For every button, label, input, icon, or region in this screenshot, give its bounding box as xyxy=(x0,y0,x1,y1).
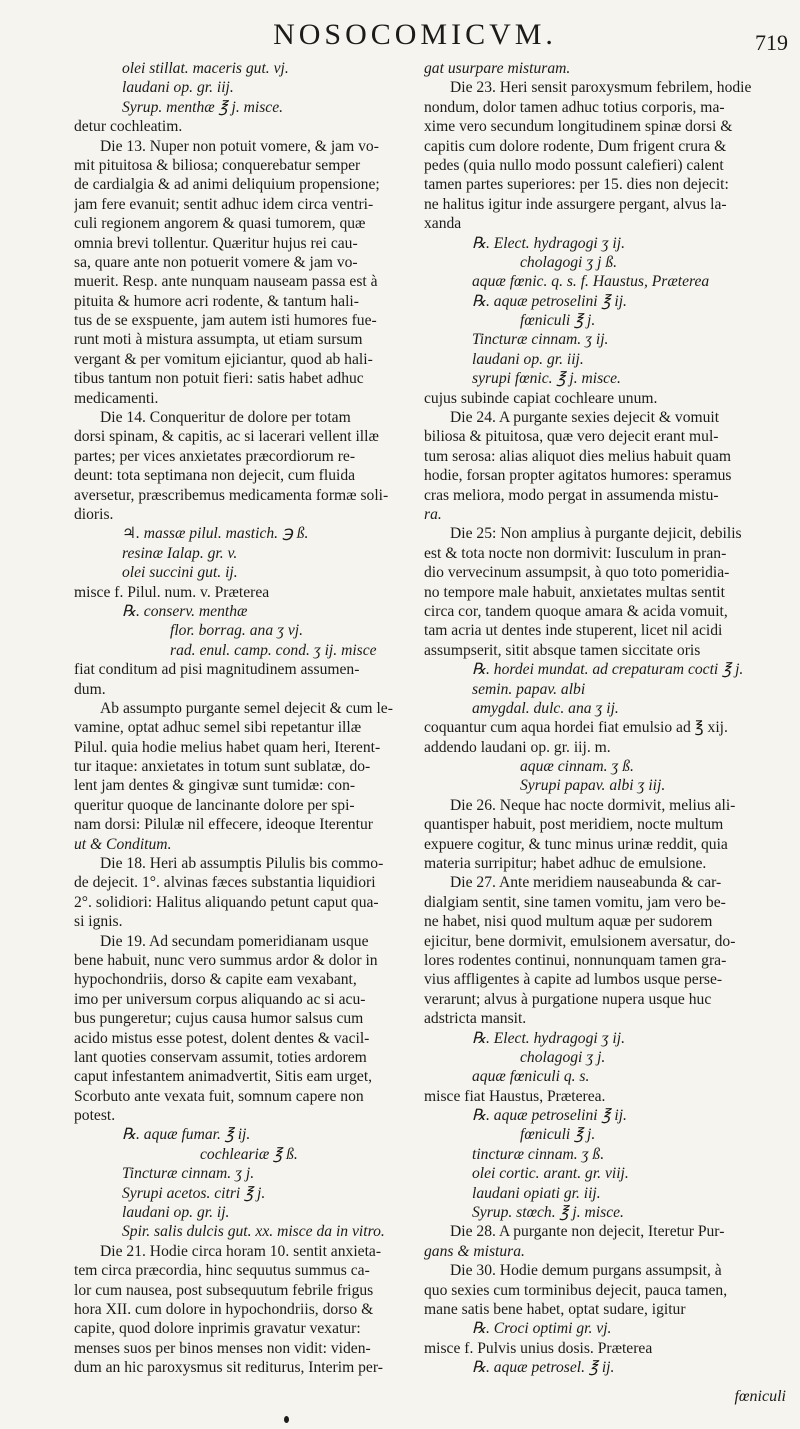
text-line: laudani opiati gr. iij. xyxy=(472,1184,601,1202)
text-line: dum. xyxy=(74,680,106,698)
text-line: Die 27. Ante meridiem nauseabunda & car- xyxy=(450,874,722,892)
page-number: 719 xyxy=(755,30,788,55)
text-line: fiat conditum ad pisi magnitudinem assumen- xyxy=(74,661,360,679)
text-line: aquæ cinnam. ʒ ß. xyxy=(520,758,634,776)
text-line: de dejecit. 1°. alvinas fæces substantia liquidiori xyxy=(74,874,376,892)
text-line: olei stillat. maceris gut. vj. xyxy=(122,60,289,77)
text-line: aversetur, præscribemus medicamenta formæ soli- xyxy=(74,486,389,504)
text-line: olei cortic. arant. gr. viij. xyxy=(472,1165,629,1183)
text-line: si ignis. xyxy=(74,913,123,931)
right-column xyxy=(424,59,782,1378)
text-line: potest. xyxy=(74,1107,116,1125)
text-line: lores rodentes continui, nonnunquam tamen gra- xyxy=(424,951,727,969)
text-line: runt moti à mistura assumpta, ut etiam sursum xyxy=(74,331,363,349)
text-line: culi regionem angorem & quasi tumorem, quæ xyxy=(74,215,366,233)
text-line: hora XII. cum dolore in hypochondriis, dorso & xyxy=(74,1301,374,1318)
text-line: lent jam dentes & gingivæ sunt tumidæ: con- xyxy=(74,777,356,795)
text-line: aquæ fœniculi q. s. xyxy=(472,1068,590,1086)
text-line: Syrup. stœch. ℥ j. misce. xyxy=(472,1204,624,1222)
text-line: ℞. aquæ petrosel. ℥ ij. xyxy=(472,1359,615,1377)
text-line: detur cochleatim. xyxy=(74,118,183,136)
text-line: assumpserit, sitit absque tamen siccitate oris xyxy=(424,641,701,659)
text-line: Die 13. Nuper non potuit vomere, & jam vo- xyxy=(100,137,379,155)
text-line: ejicitur, bene dormivit, emulsionem aversatur, do- xyxy=(424,932,736,950)
text-line: ℞. Elect. hydragogi ʒ ij. xyxy=(472,234,625,252)
text-line: expuere cogitur, & tunc minus urinæ reddit, quia xyxy=(424,835,728,853)
text-line: ut & Conditum. xyxy=(74,835,172,853)
text-line: mit pituitosa & biliosa; conquerebatur semper xyxy=(74,156,361,174)
text-line: no tempore male habuit, anxietates multas sentit xyxy=(424,583,725,601)
text-line: gans & mistura. xyxy=(424,1242,525,1260)
text-line: lor cum nausea, post subsequutum febrile frigus xyxy=(74,1281,374,1299)
text-line: tibus tantum non potuit fieri: satis habet adhuc xyxy=(74,370,364,388)
text-line: dio vervecinum assumpsit, à quo toto pomeridia- xyxy=(424,564,730,582)
text-line: quo sexies cum torminibus dejecit, pauca tamen, xyxy=(424,1281,728,1299)
text-line: tur itaque: anxietates in totum sunt sublatæ, do- xyxy=(74,758,371,776)
text-line: vamine, optat adhuc semel sibi repetantur illæ xyxy=(74,719,362,737)
printer-mark xyxy=(284,1416,289,1423)
text-line: cujus subinde capiat cochleare unum. xyxy=(424,389,658,407)
text-line: queritur quoque de lancinante dolore per spi- xyxy=(74,796,355,814)
text-line: verarunt; alvus à purgatione nupera usque huc xyxy=(424,990,712,1008)
text-line: bus pungeretur; cujus causa humor salsus cum xyxy=(74,1010,364,1028)
text-line: Die 26. Neque hac nocte dormivit, melius ali- xyxy=(450,796,736,814)
text-line: Die 25: Non amplius à purgante dejicit, debilis xyxy=(450,525,742,543)
text-line: xanda xyxy=(424,215,462,233)
text-line: laudani op. gr. ij. xyxy=(122,1204,230,1222)
text-line: quantisper habuit, post meridiem, nocte multum xyxy=(424,816,724,834)
text-line: 2°. solidiori: Halitus aliquando petunt caput qua- xyxy=(74,893,379,911)
text-line: ♃. massæ pilul. mastich. ℈ ß. xyxy=(122,525,309,543)
text-line: caput infestantem animadvertit, Sitis eam urget, xyxy=(74,1068,373,1086)
text-line: Die 18. Heri ab assumptis Pilulis bis commo- xyxy=(100,855,384,873)
text-line: vergant & per vomitum ejiciantur, quod ab hali- xyxy=(74,350,373,368)
text-line: ℞. conserv. menthæ xyxy=(122,602,248,620)
text-line: materia surripitur; habet adhuc de emulsione. xyxy=(424,855,707,873)
text-line: fœniculi ℥ j. xyxy=(520,312,596,330)
text-line: Die 21. Hodie circa horam 10. sentit anxieta- xyxy=(100,1242,382,1260)
text-line: Die 28. A purgante non dejecit, Iteretur Pur- xyxy=(450,1223,725,1241)
text-line: laudani op. gr. iij. xyxy=(122,79,234,97)
catchword: fœniculi xyxy=(734,1388,786,1405)
text-line: Spir. salis dulcis gut. xx. misce da in vitro. xyxy=(122,1223,385,1241)
text-line: pedes (quia nullo modo possunt calefieri) calent xyxy=(424,156,724,174)
text-line: Pilul. quia hodie melius habet quam heri, Iterent- xyxy=(74,738,381,756)
text-line: cholagogi ʒ j. xyxy=(520,1048,606,1066)
text-line: adstricta mansit. xyxy=(424,1010,527,1028)
text-line: circa cor, tandem quoque amara & acida vomuit, xyxy=(424,602,728,620)
text-line: tum serosa: alias aliquot dies melius habuit quam xyxy=(424,447,732,465)
text-line: ℞. aquæ petroselini ℥ ij. xyxy=(472,1107,627,1125)
text-line: muerit. Resp. ante nunquam nauseam passa est à xyxy=(74,273,378,291)
text-line: cochleariæ ℥ ß. xyxy=(200,1145,298,1163)
text-line: aquæ fœnic. q. s. f. Haustus, Præterea xyxy=(472,273,710,291)
text-line: cras meliora, modo pergat in assumenda mistu- xyxy=(424,486,719,504)
text-line: biliosa & pituitosa, quæ vero dejecit erant mul- xyxy=(424,428,719,446)
text-line: semin. papav. albi xyxy=(472,680,586,698)
text-line: ℞. Elect. hydragogi ʒ ij. xyxy=(472,1029,625,1047)
text-line: menses suos per binos menses non vidit: viden- xyxy=(74,1339,371,1357)
text-line: syrupi fœnic. ℥ j. misce. xyxy=(472,370,621,388)
text-line: dioris. xyxy=(74,505,114,523)
text-line: ℞. Croci optimi gr. vj. xyxy=(472,1320,612,1338)
text-line: tam acria ut dentes inde stuperent, licet nil acidi xyxy=(424,622,723,640)
text-line: hypochondriis, dorso & capite eam vexabant, xyxy=(74,971,357,989)
text-line: vius affligentes à capite ad lumbos usque perse- xyxy=(424,971,723,989)
text-line: medicamenti. xyxy=(74,389,159,407)
text-line: acido mistus esse potest, dolent dentes & vacil- xyxy=(74,1029,370,1047)
text-line: jam fere evanuit; sentit adhuc idem circa ventri- xyxy=(74,195,374,213)
text-line: tincturæ cinnam. ʒ ß. xyxy=(472,1145,605,1163)
text-line: Die 24. A purgante sexies dejecit & vomuit xyxy=(450,409,720,427)
text-line: misce f. Pilul. num. v. Præterea xyxy=(74,583,270,601)
text-line: pituita & humore acri rodente, & tantum hali- xyxy=(74,292,359,310)
text-line: ℞. hordei mundat. ad crepaturam cocti ℥ j. xyxy=(472,661,744,679)
text-line: Syrup. menthæ ℥ j. misce. xyxy=(122,98,284,116)
text-line: Die 23. Heri sensit paroxysmum febrilem, hodie xyxy=(450,79,752,97)
text-line: ne habet, nisi quod multum aquæ per sudorem xyxy=(424,913,713,931)
text-line: dum an hic paroxysmus sit rediturus, Interim per- xyxy=(74,1359,383,1377)
text-line: Tincturæ cinnam. ʒ ij. xyxy=(472,331,609,349)
text-line: misce f. Pulvis unius dosis. Præterea xyxy=(424,1339,653,1357)
text-line: coquantur cum aqua hordei fiat emulsio ad ℥ xij. xyxy=(424,719,728,737)
text-line: misce fiat Haustus, Præterea. xyxy=(424,1087,606,1105)
text-line: est & tota nocte non dormivit: Iusculum in pran- xyxy=(424,544,727,562)
text-line: dialgiam sentit, sine tamen vomitu, jam vero be- xyxy=(424,893,726,911)
text-line: tus de se exspuente, jam autem isti humores fue- xyxy=(74,312,377,330)
text-line: de cardialgia & ad animi deliquium propensione; xyxy=(74,176,380,194)
text-line: capite, quod dolore inprimis gravatur vexatur: xyxy=(74,1320,361,1338)
text-line: cholagogi ʒ j ß. xyxy=(520,253,618,271)
text-line: tem circa præcordia, hinc sequutus summus ca- xyxy=(74,1262,370,1280)
text-line: ne halitus igitur inde assurgere pergant, alvus la- xyxy=(424,195,727,213)
text-line: partes; per vices anxietates præcordiorum re- xyxy=(74,447,356,465)
text-line: Die 19. Ad secundam pomeridianam usque xyxy=(100,932,369,950)
text-line: nam dorsi: Pilulæ nil effecere, ideoque Iterentur xyxy=(74,816,373,834)
text-line: tamen partes superiores: per 15. dies non dejecit: xyxy=(424,176,729,194)
text-line: xime vero secundum longitudinem spinæ dorsi & xyxy=(424,118,733,136)
text-line: bene habuit, nunc vero summus ardor & dolor in xyxy=(74,951,378,969)
text-line: dorsi spinam, & capitis, ac si lacerari vellent illæ xyxy=(74,428,379,446)
left-column xyxy=(74,59,432,1378)
text-line: resinæ Ialap. gr. v. xyxy=(122,544,238,562)
text-line: ℞. aquæ petroselini ℥ ij. xyxy=(472,292,627,310)
text-line: Ab assumpto purgante semel dejecit & cum le- xyxy=(100,699,393,717)
text-line: addendo laudani op. gr. iij. m. xyxy=(424,738,611,756)
text-line: laudani op. gr. iij. xyxy=(472,350,584,368)
text-line: Syrupi acetos. citri ℥ j. xyxy=(122,1184,266,1202)
text-line: nondum, dolor tamen adhuc totius corporis, ma- xyxy=(424,98,725,116)
text-line: fœniculi ℥ j. xyxy=(520,1126,596,1144)
text-line: Die 14. Conqueritur de dolore per totam xyxy=(100,409,351,427)
text-line: sa, quare ante non potuerit vomere & jam vo- xyxy=(74,253,358,271)
text-line: rad. enul. camp. cond. ʒ ij. misce xyxy=(170,641,377,659)
text-line: Syrupi papav. albi ʒ iij. xyxy=(520,777,666,795)
text-line: capitis cum dolore rodente, Dum frigent crura & xyxy=(424,137,727,155)
text-line: Scorbuto ante vexata fuit, somnum capere non xyxy=(74,1087,364,1105)
text-line: deunt: tota septimana non dejecit, cum fluida xyxy=(74,467,356,485)
text-line: imo per universum corpus aliquando ac si acu- xyxy=(74,990,366,1008)
text-line: lant quoties conservam assumit, toties ardorem xyxy=(74,1048,367,1066)
text-line: gat usurpare misturam. xyxy=(424,60,571,77)
text-line: omnia brevi tollentur. Quæritur hujus rei cau- xyxy=(74,234,358,252)
text-line: flor. borrag. ana ʒ vj. xyxy=(170,622,303,640)
text-line: olei succini gut. ij. xyxy=(122,564,238,582)
text-line: ra. xyxy=(424,505,442,523)
text-line: amygdal. dulc. ana ʒ ij. xyxy=(472,699,619,717)
running-head: NOSOCOMICVM. xyxy=(273,18,557,51)
text-line: Tincturæ cinnam. ʒ j. xyxy=(122,1165,255,1183)
text-line: mane satis bene habet, optat sudare, igitur xyxy=(424,1301,686,1318)
text-line: Die 30. Hodie demum purgans assumpsit, à xyxy=(450,1262,722,1280)
text-line: hodie, forsan propter agitatos humores: speramus xyxy=(424,467,732,485)
text-line: ℞. aquæ fumar. ℥ ij. xyxy=(122,1126,251,1144)
